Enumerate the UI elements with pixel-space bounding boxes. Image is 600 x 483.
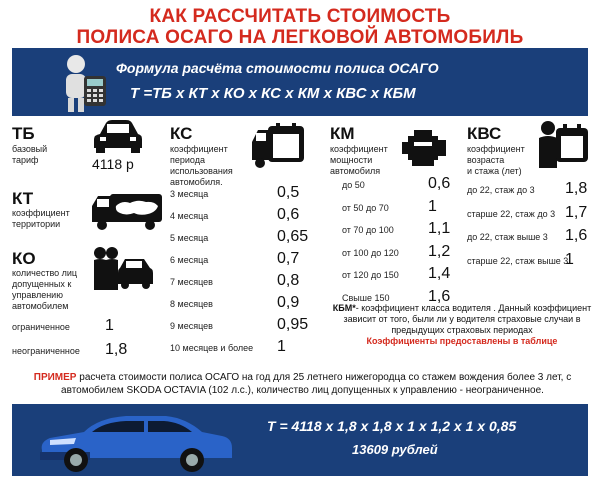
kt-desc-2: территории xyxy=(12,219,61,229)
ko-desc-4: автомобилем xyxy=(12,301,69,311)
km-code: КМ xyxy=(330,124,355,143)
km-row-value: 1,2 xyxy=(428,242,451,260)
formula-expression: Т =ТБ х КТ х КО х КС х КМ х КВС х КБМ xyxy=(130,85,416,102)
km-row-value: 1 xyxy=(428,197,437,215)
ks-code: КС xyxy=(170,124,193,143)
ks-desc-2: периода xyxy=(170,155,205,165)
sedan-icon xyxy=(92,118,144,159)
ks-row-label: 6 месяца xyxy=(170,255,209,265)
formula-heading: Формула расчёта стоимости полиса ОСАГО xyxy=(116,60,439,76)
person-calculator-icon xyxy=(54,52,114,119)
kvs-desc-2: возраста xyxy=(467,155,505,165)
ks-row-label: 9 месяцев xyxy=(170,321,213,331)
ks-row-value: 0,65 xyxy=(277,228,309,245)
example-text xyxy=(30,371,575,397)
tb-desc-2: тариф xyxy=(12,155,39,165)
ks-desc-1: коэффициент xyxy=(170,144,228,154)
kvs-row-value: 1 xyxy=(565,250,574,268)
kvs-code: КВС xyxy=(467,124,502,143)
ks-row-value: 0,5 xyxy=(277,184,300,201)
tb-code: ТБ xyxy=(12,124,35,143)
ks-row-value: 1 xyxy=(277,338,286,355)
ks-row-label: 10 месяцев и более xyxy=(170,343,254,353)
result-total: 13609 рублей xyxy=(352,442,438,457)
ks-row-label: 7 месяцев xyxy=(170,277,213,287)
result-banner xyxy=(12,404,588,476)
ko-row-value: 1,8 xyxy=(105,341,128,358)
kbm-text: - коэффициент класса водителя . Данный коэффициент зависит от того, были ли у водителя страховые случаи в предыдущих страховых периодах xyxy=(343,303,592,335)
truck-calendar-icon xyxy=(250,122,306,175)
km-row-label: от 100 до 120 xyxy=(342,247,399,258)
ko-code: КО xyxy=(12,249,36,268)
km-row-value: 1,4 xyxy=(428,265,451,282)
example-label: ПРИМЕР xyxy=(33,372,77,383)
kvs-row-label: старше 22, стаж до 3 xyxy=(467,208,556,219)
ks-row-label: 5 месяца xyxy=(170,233,209,243)
km-row-label: от 50 до 70 xyxy=(342,202,389,213)
ko-row-label: неограниченное xyxy=(12,346,80,356)
kbm-code: КБМ* xyxy=(332,303,356,313)
km-row-label: от 120 до 150 xyxy=(342,270,399,280)
km-row-label: до 50 xyxy=(342,180,365,190)
tb-value: 4118 р xyxy=(92,156,134,172)
kt-code: КТ xyxy=(12,189,34,208)
truck-map-icon xyxy=(90,192,164,237)
km-row-label: Свыше 150 xyxy=(342,292,390,303)
kvs-row-label: до 22, стаж до 3 xyxy=(467,185,535,195)
blue-car-image xyxy=(36,408,236,479)
kvs-row-value: 1,8 xyxy=(565,180,588,197)
person-calendar-icon xyxy=(538,120,590,175)
ks-row-value: 0,6 xyxy=(277,206,300,223)
kbm-highlight: Коэффициенты предоставлены в таблице xyxy=(366,336,558,346)
page-title: КАК РАССЧИТАТЬ СТОИМОСТЬ xyxy=(149,6,451,27)
people-car-icon xyxy=(92,246,154,297)
ks-row-label: 8 месяцев xyxy=(170,299,213,309)
kvs-row-label: старше 22, стаж выше 3 xyxy=(467,255,569,266)
ks-desc-4: автомобиля. xyxy=(170,177,223,187)
kvs-desc-3: и стажа (лет) xyxy=(467,166,522,176)
kbm-note xyxy=(332,303,592,347)
ks-row-value: 0,9 xyxy=(277,294,300,311)
km-desc-2: мощности xyxy=(330,155,373,165)
km-row-value: 1,1 xyxy=(428,220,451,237)
kvs-row-label: до 22, стаж выше 3 xyxy=(467,232,548,242)
kvs-row-value: 1,6 xyxy=(565,227,588,244)
kvs-desc-1: коэффициент xyxy=(467,144,525,154)
formula-banner xyxy=(12,48,588,116)
km-desc-3: автомобиля xyxy=(330,166,381,176)
kt-desc-1: коэффициент xyxy=(12,208,70,218)
result-expression: Т = 4118 х 1,8 х 1,8 х 1 х 1,2 х 1 х 0,85 xyxy=(267,418,517,434)
ks-row-value: 0,8 xyxy=(277,272,300,289)
ko-desc-2: допущенных к xyxy=(12,279,72,289)
page-subtitle: ПОЛИСА ОСАГО НА ЛЕГКОВОЙ АВТОМОБИЛЬ xyxy=(76,27,524,48)
kvs-row-value: 1,7 xyxy=(565,203,588,221)
ko-desc-3: управлению xyxy=(12,290,63,300)
ko-row-label: ограниченное xyxy=(12,322,70,332)
ks-row-value: 0,95 xyxy=(277,316,309,333)
ko-row-value: 1 xyxy=(105,317,114,334)
km-row-value: 1,6 xyxy=(428,287,451,305)
km-desc-1: коэффициент xyxy=(330,144,388,154)
example-body: расчета стоимости полиса ОСАГО на год для 25 летнего нижегородца со стажем вождения более 3 лет, с автомобилем SKODA OCTAVIA (102 л.с.), количество лиц допущенных к управлению - неограниченное. xyxy=(61,372,572,396)
ks-row-value: 0,7 xyxy=(277,250,300,267)
engine-icon xyxy=(400,126,448,175)
ko-desc-1: количество лиц xyxy=(12,268,78,278)
km-row-label: от 70 до 100 xyxy=(342,225,394,235)
tb-desc-1: базовый xyxy=(12,144,48,154)
ks-row-label: 3 месяца xyxy=(170,189,209,199)
ks-row-label: 4 месяца xyxy=(170,211,209,221)
km-row-value: 0,6 xyxy=(428,175,451,192)
ks-desc-3: использования xyxy=(170,166,233,176)
